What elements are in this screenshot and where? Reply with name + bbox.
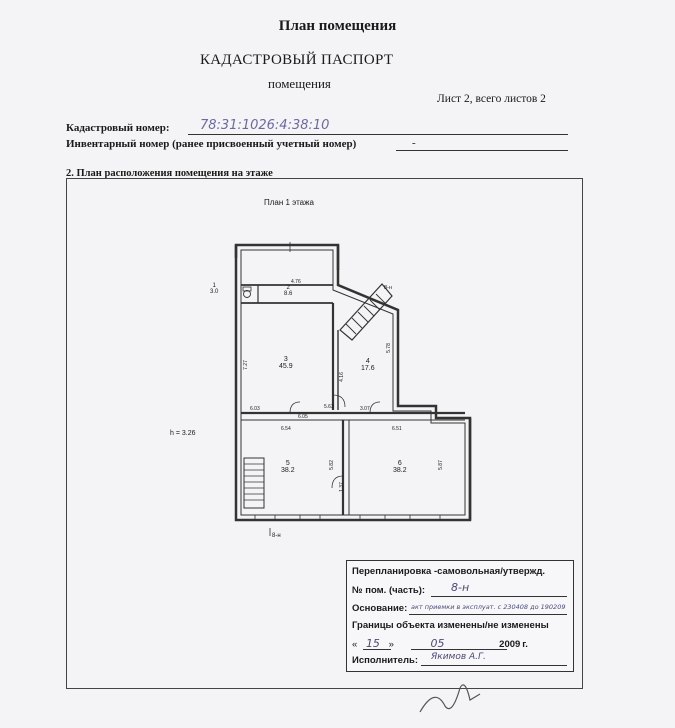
approval-stamp: [346, 560, 574, 672]
room-3: [279, 356, 293, 370]
cadastral-number-label: Кадастровый номер:: [66, 122, 170, 134]
stamp-day: 15: [365, 637, 380, 650]
room-area: 45.9: [279, 363, 293, 370]
room-1: [210, 283, 218, 295]
dimension-label: 6.51: [392, 426, 402, 432]
stair-label: 8-н: [384, 285, 392, 291]
inventory-number-value: -: [412, 137, 416, 149]
dimension-label: 5.87: [437, 460, 444, 470]
stamp-line: [411, 649, 507, 650]
room-number: 6: [397, 460, 402, 467]
room-5: [281, 460, 295, 474]
room-area: 8.6: [284, 291, 293, 297]
dimension-label: 6.03: [250, 406, 260, 412]
stamp-line: [431, 596, 567, 597]
floor-label: План 1 этажа: [264, 198, 314, 207]
stamp-quote-close: »: [388, 639, 394, 650]
stamp-month: 05: [430, 637, 445, 650]
stamp-line: [421, 665, 567, 666]
room-number: 1: [212, 283, 216, 289]
dimension-label: 5.82: [328, 460, 335, 470]
stamp-line: [409, 614, 567, 615]
room-number: 4: [365, 358, 370, 365]
stamp-executor-label: Исполнитель:: [352, 655, 419, 666]
stamp-executor-value: Якимов А.Г.: [431, 652, 486, 662]
room-4: [361, 358, 375, 372]
entrance-label: 8-н: [272, 533, 281, 539]
room-number: 2: [286, 285, 290, 291]
stamp-quote-open: «: [352, 639, 358, 650]
sheet-info: Лист 2, всего листов 2: [437, 93, 546, 105]
room-6: [393, 460, 407, 474]
page-title: План помещения: [278, 18, 397, 34]
dimension-label: 6.54: [281, 426, 291, 432]
inventory-number-label: Инвентарный номер (ранее присвоенный учетный номер): [66, 138, 357, 150]
section-title: 2. План расположения помещения на этаже: [66, 168, 273, 179]
room-number: 3: [283, 356, 288, 363]
dimension-label: 4.76: [291, 279, 301, 285]
dimension-label: 5.63: [324, 404, 334, 410]
cadastral-number-value: 78:31:1026:4:38:10: [200, 118, 330, 133]
stamp-boundaries: Границы объекта изменены/не изменены: [352, 620, 549, 631]
document-subtitle: помещения: [268, 76, 331, 91]
stamp-basis-value: акт приемки в эксплуат. с 230408 до 190209: [411, 603, 566, 611]
signature-mark: [410, 676, 500, 716]
dimension-label: 5.78: [385, 343, 392, 353]
room-area: 3.0: [210, 289, 219, 295]
room-2: [284, 285, 292, 297]
stamp-room-number-label: № пом. (часть):: [352, 585, 426, 596]
document-name: КАДАСТРОВЫЙ ПАСПОРТ: [200, 52, 394, 68]
dimension-label: 4.16: [338, 372, 345, 382]
stamp-basis-label: Основание:: [352, 603, 408, 614]
dimension-label: 1.37: [338, 482, 345, 492]
stamp-line: [363, 649, 391, 650]
stamp-redevelopment: Перепланировка -самовольная/утвержд.: [352, 566, 546, 577]
room-area: 17.6: [361, 365, 375, 372]
room-area: 38.2: [393, 467, 407, 474]
dimension-label: 6.05: [298, 414, 308, 420]
stamp-year-suffix: г.: [522, 639, 528, 650]
stamp-year: 2009: [499, 639, 521, 650]
dimension-label: 3.07: [360, 406, 370, 412]
stamp-room-number-value: 8-н: [451, 581, 470, 594]
room-number: 5: [285, 460, 290, 467]
dimension-label: 7.27: [242, 360, 249, 370]
room-area: 38.2: [281, 467, 295, 474]
height-label: h = 3.26: [170, 430, 196, 437]
